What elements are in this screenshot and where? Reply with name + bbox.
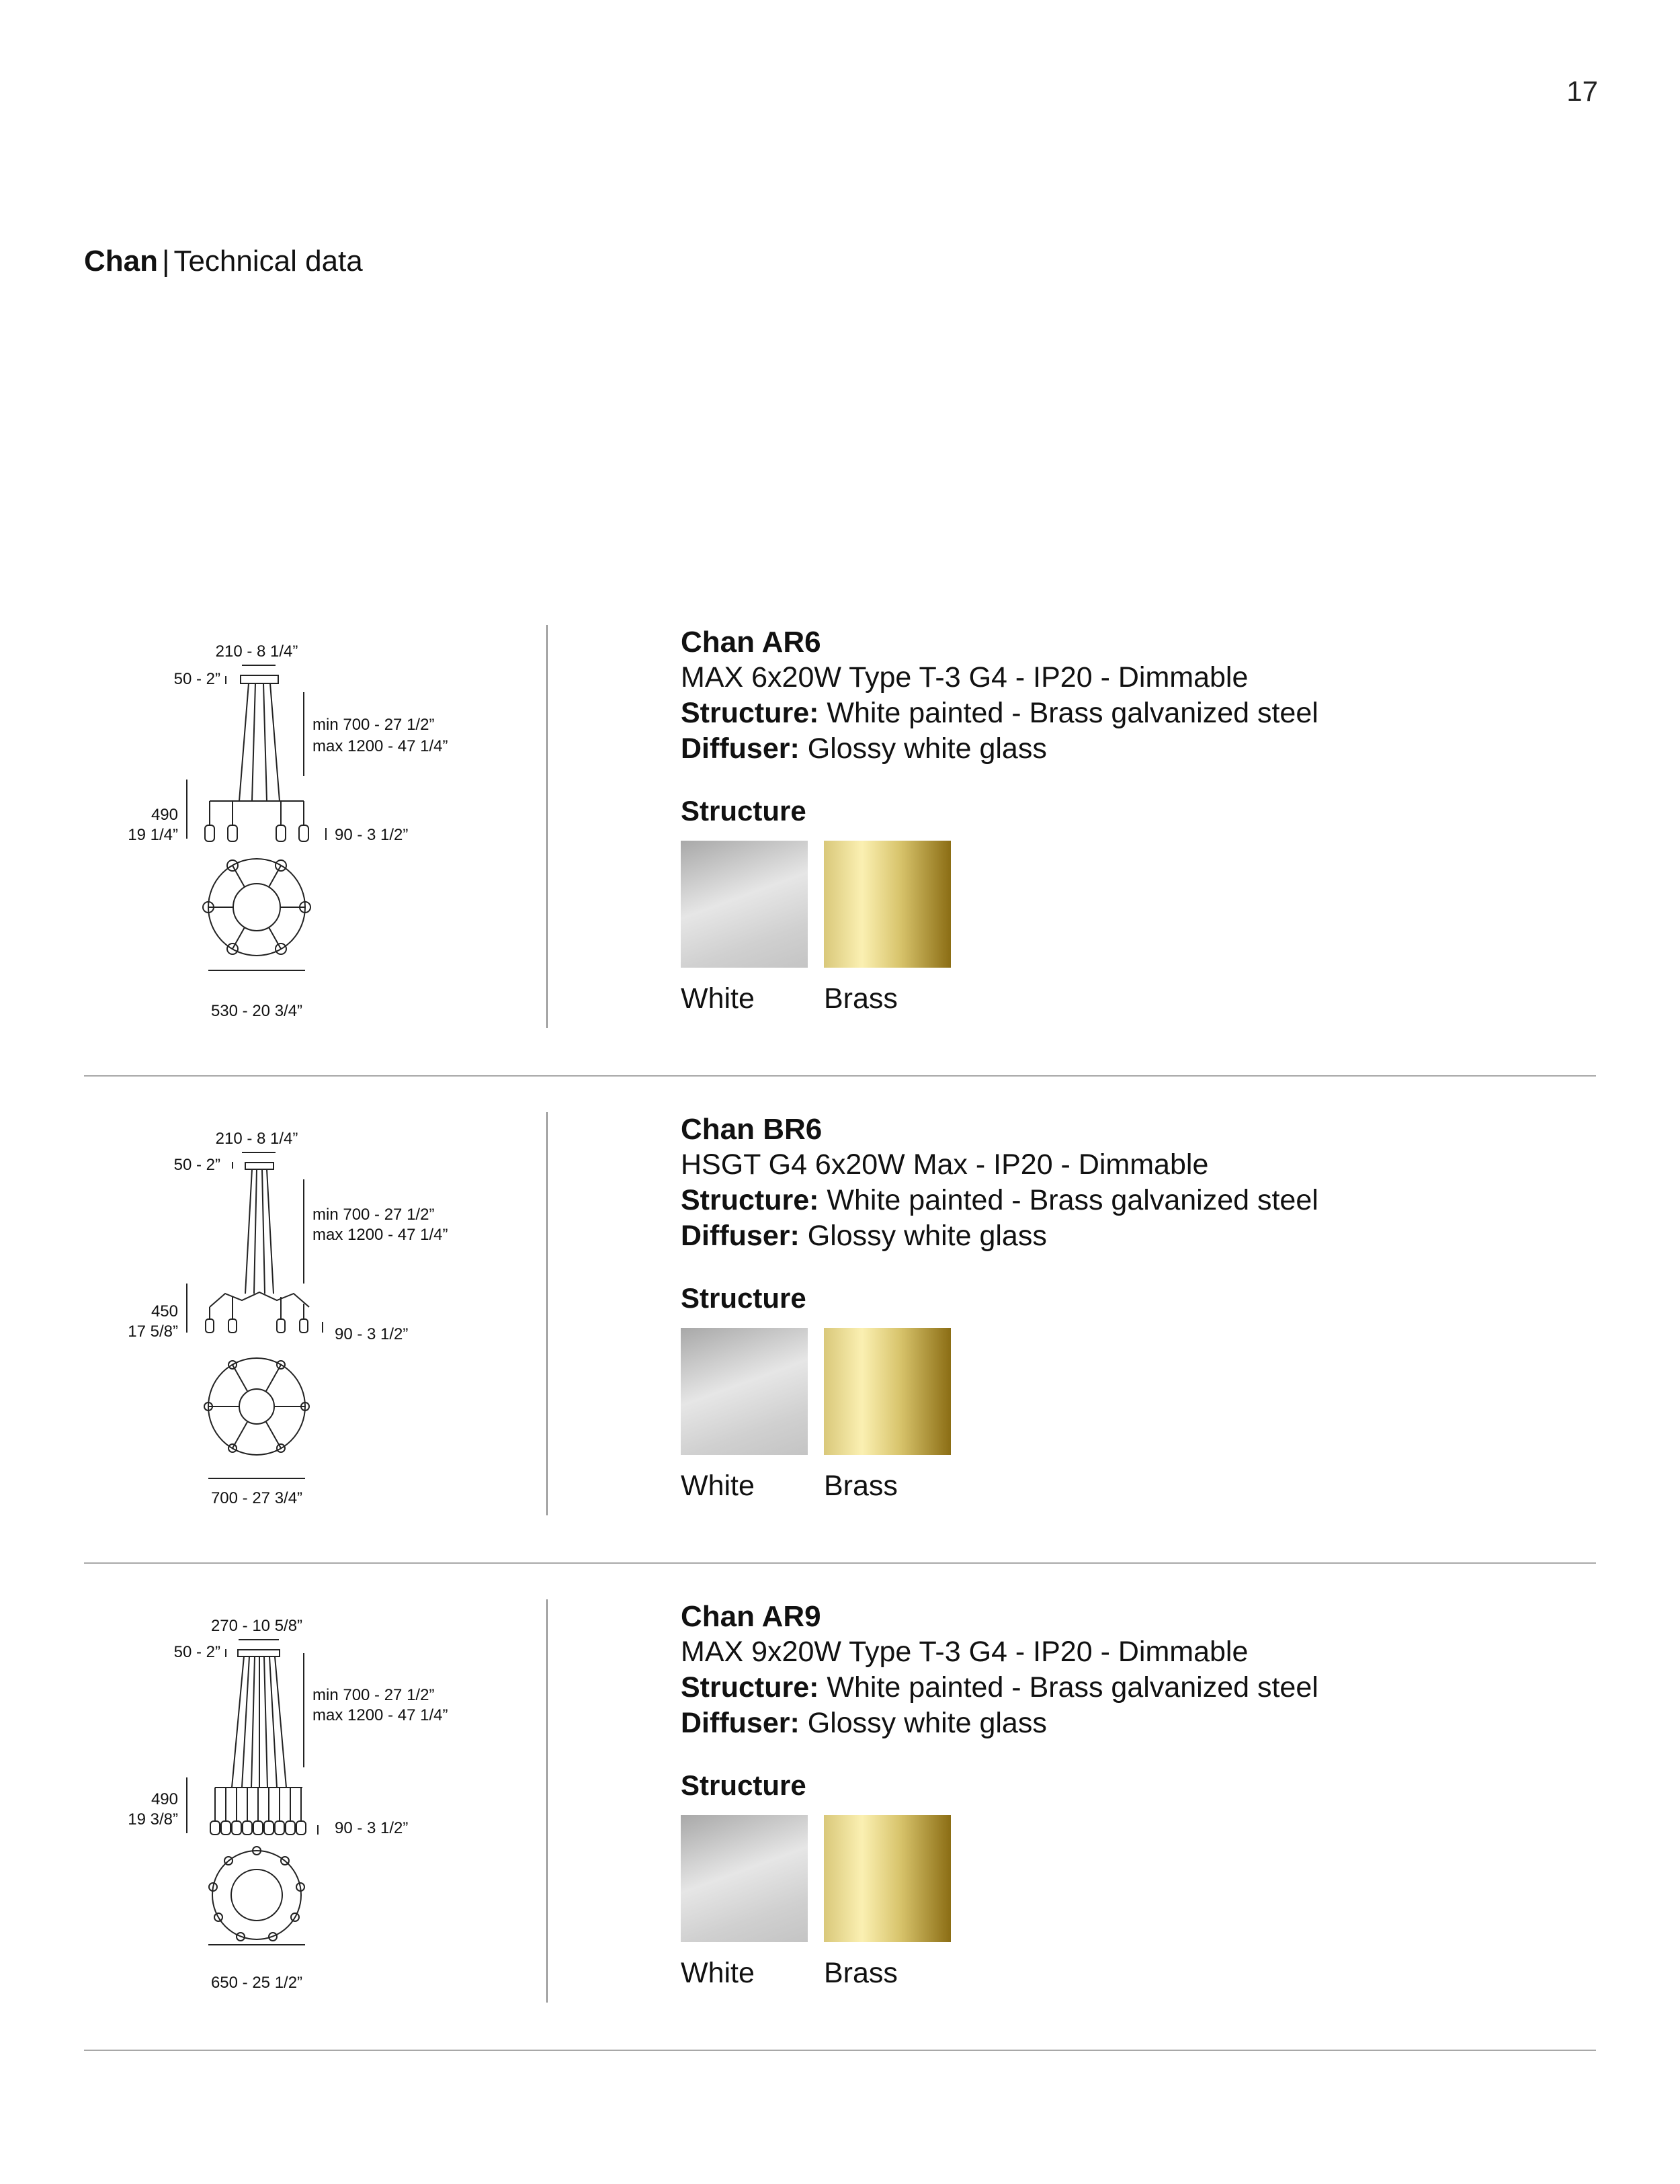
finish-label: Brass	[824, 1957, 898, 1989]
dim-top-width: 210 - 8 1/4”	[215, 642, 298, 661]
finish-title: Structure	[681, 1282, 806, 1314]
structure-label: Structure:	[681, 697, 819, 729]
product-structure	[681, 1183, 1554, 1218]
structure-label: Structure:	[681, 1671, 819, 1704]
finish-title: Structure	[681, 795, 806, 827]
title-subtitle: Technical data	[173, 245, 363, 278]
dim-cable-min: min 700 - 27 1/2”	[312, 1686, 435, 1704]
product-structure	[681, 1670, 1554, 1706]
dim-cable-max: max 1200 - 47 1/4”	[312, 1226, 448, 1244]
product-diffuser	[681, 1218, 1554, 1254]
finish-swatches	[681, 1328, 1554, 1503]
dim-glass-height: 90 - 3 1/2”	[335, 1325, 409, 1343]
column-divider	[546, 1112, 548, 1515]
finish-label: White	[681, 982, 755, 1015]
page-number: 17	[1566, 75, 1598, 107]
product-diffuser	[681, 1706, 1554, 1741]
finish-label: Brass	[824, 1470, 898, 1502]
product-spec: MAX 6x20W Type T-3 G4 - IP20 - Dimmable	[681, 661, 1249, 694]
diffuser-value: Glossy white glass	[807, 1707, 1047, 1739]
structure-label: Structure:	[681, 1184, 819, 1216]
finish-brass	[824, 1815, 951, 1990]
diffuser-label: Diffuser:	[681, 1707, 800, 1739]
technical-drawing-br6	[108, 1112, 484, 1549]
finish-white	[681, 1328, 808, 1503]
finish-title: Structure	[681, 1769, 806, 1801]
diffuser-label: Diffuser:	[681, 1220, 800, 1252]
technical-drawing-ar9	[108, 1599, 484, 2036]
dim-diameter: 650 - 25 1/2”	[210, 1974, 303, 1992]
structure-value: White painted - Brass galvanized steel	[827, 1184, 1318, 1216]
dim-canopy-height: 50 - 2”	[173, 1156, 220, 1174]
column-divider	[546, 625, 548, 1028]
dim-body-height-in: 19 3/8”	[128, 1810, 178, 1829]
dim-cable-min: min 700 - 27 1/2”	[312, 716, 435, 734]
dim-body-height-in: 19 1/4”	[128, 826, 178, 844]
page-title	[84, 245, 363, 278]
dim-diameter: 530 - 20 3/4”	[210, 1002, 303, 1020]
product-info	[681, 625, 1554, 1015]
drawing-svg-ar6	[108, 625, 484, 1062]
finish-swatches	[681, 841, 1554, 1015]
diffuser-label: Diffuser:	[681, 732, 800, 765]
product-diffuser	[681, 731, 1554, 767]
product-spec: MAX 9x20W Type T-3 G4 - IP20 - Dimmable	[681, 1636, 1249, 1668]
dim-glass-height: 90 - 3 1/2”	[335, 826, 409, 844]
dim-diameter: 700 - 27 3/4”	[210, 1489, 303, 1507]
section-divider	[84, 1075, 1596, 1077]
product-structure	[681, 696, 1554, 731]
product-name: Chan BR6	[681, 1113, 823, 1146]
title-product: Chan	[84, 245, 158, 278]
brass-swatch	[824, 1815, 951, 1942]
diffuser-value: Glossy white glass	[807, 1220, 1047, 1252]
brass-swatch	[824, 841, 951, 968]
section-divider	[84, 2050, 1596, 2051]
dim-cable-min: min 700 - 27 1/2”	[312, 1206, 435, 1224]
finish-white	[681, 1815, 808, 1990]
structure-value: White painted - Brass galvanized steel	[827, 697, 1318, 729]
dim-top-width: 210 - 8 1/4”	[215, 1130, 298, 1148]
finish-brass	[824, 1328, 951, 1503]
product-info	[681, 1112, 1554, 1503]
finish-swatches	[681, 1815, 1554, 1990]
dim-cable-max: max 1200 - 47 1/4”	[312, 737, 448, 755]
product-chan-br6	[0, 1112, 1680, 1569]
section-divider	[84, 1562, 1596, 1564]
product-name: Chan AR9	[681, 1600, 821, 1633]
product-name: Chan AR6	[681, 626, 821, 659]
drawing-svg-br6	[108, 1112, 484, 1549]
dim-body-height-mm: 490	[151, 806, 178, 824]
dim-body-height-mm: 490	[151, 1790, 178, 1808]
white-swatch	[681, 1328, 808, 1455]
product-chan-ar6	[0, 625, 1680, 1082]
product-chan-ar9	[0, 1599, 1680, 2056]
finish-label: White	[681, 1957, 755, 1989]
finish-brass	[824, 841, 951, 1015]
brass-swatch	[824, 1328, 951, 1455]
white-swatch	[681, 1815, 808, 1942]
dim-canopy-height: 50 - 2”	[173, 1643, 220, 1661]
product-info	[681, 1599, 1554, 1990]
dim-body-height-in: 17 5/8”	[128, 1322, 178, 1341]
diffuser-value: Glossy white glass	[807, 732, 1047, 765]
finish-label: Brass	[824, 982, 898, 1015]
title-separator: |	[162, 245, 170, 278]
dim-cable-max: max 1200 - 47 1/4”	[312, 1706, 448, 1724]
structure-value: White painted - Brass galvanized steel	[827, 1671, 1318, 1704]
dim-canopy-height: 50 - 2”	[173, 670, 220, 688]
column-divider	[546, 1599, 548, 2003]
dim-top-width: 270 - 10 5/8”	[210, 1617, 303, 1635]
white-swatch	[681, 841, 808, 968]
technical-drawing-ar6	[108, 625, 484, 1062]
product-spec: HSGT G4 6x20W Max - IP20 - Dimmable	[681, 1148, 1209, 1181]
dim-body-height-mm: 450	[151, 1302, 178, 1320]
finish-label: White	[681, 1470, 755, 1502]
dim-glass-height: 90 - 3 1/2”	[335, 1819, 409, 1837]
finish-white	[681, 841, 808, 1015]
drawing-svg-ar9	[108, 1599, 484, 2036]
